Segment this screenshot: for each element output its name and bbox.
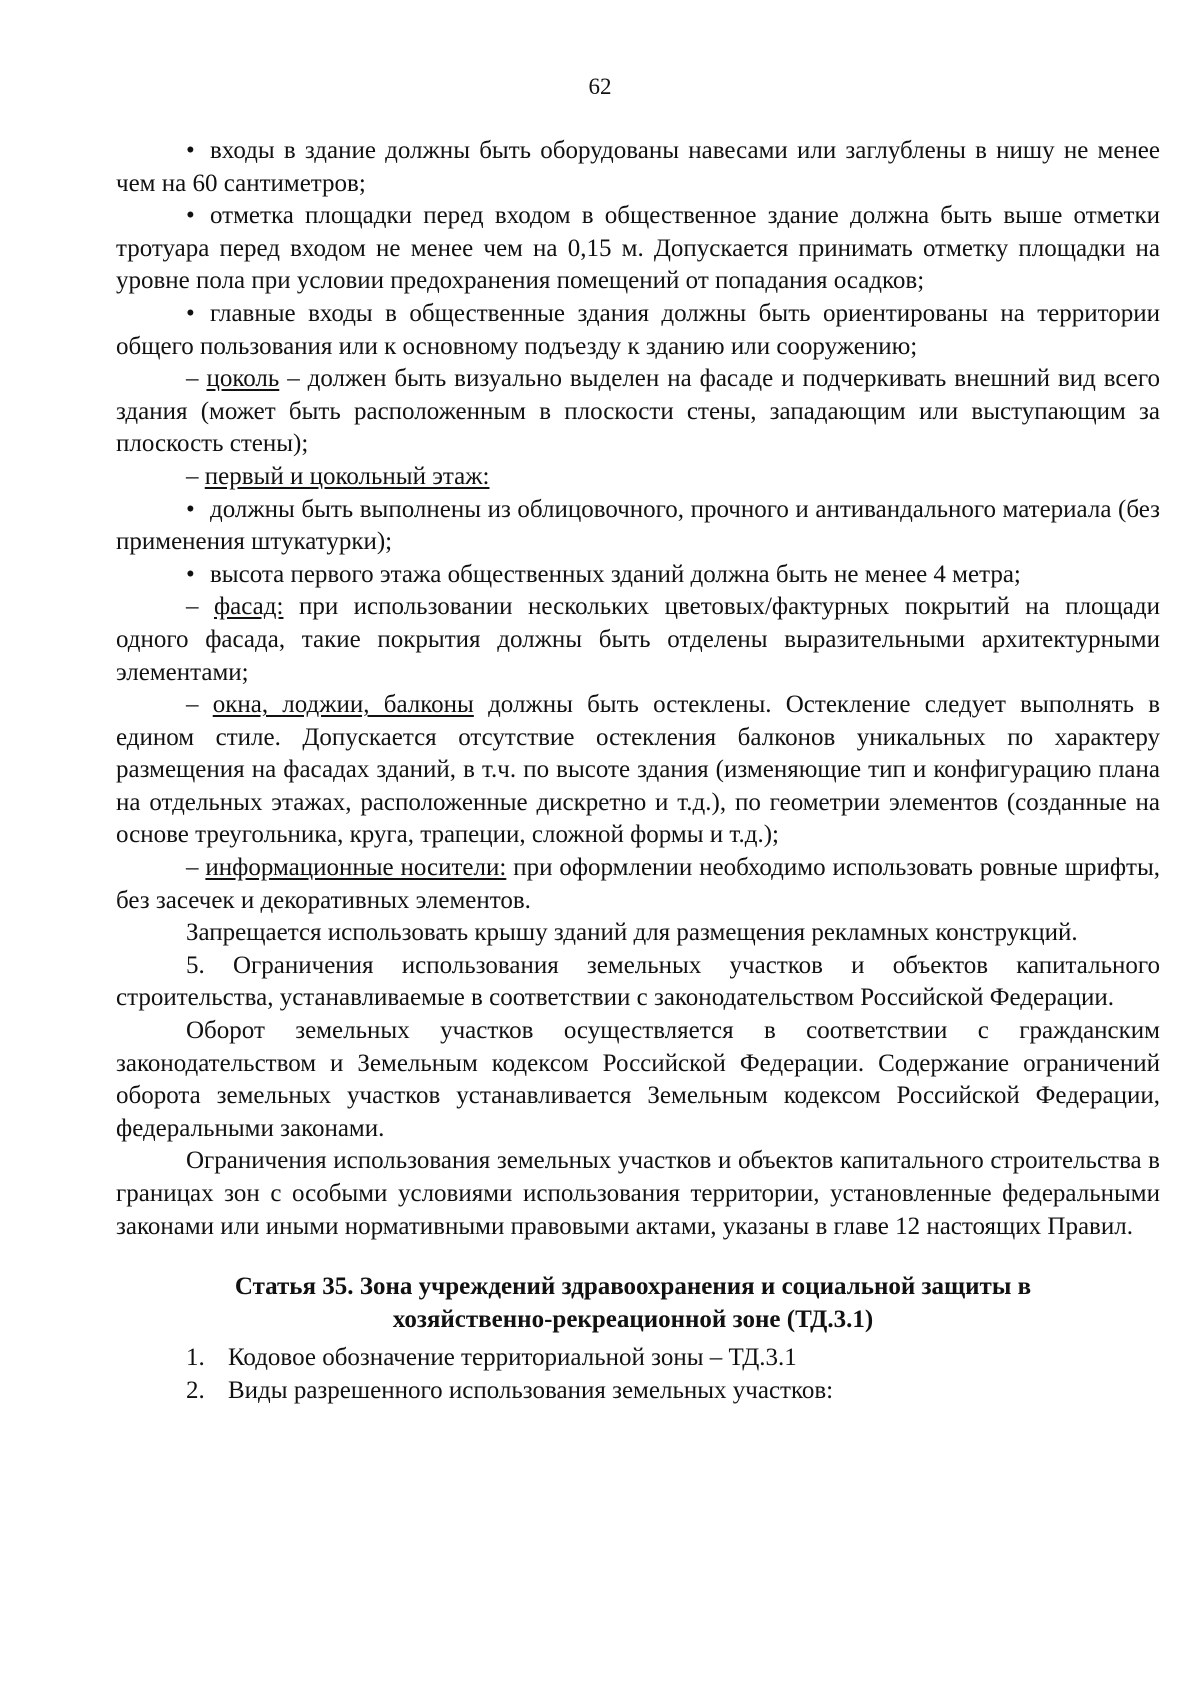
dash-paragraph: – фасад: при использовании нескольких цветовых/фактурных покрытий на площади одного фасада, такие покрытия должны быть отделены выразительными архитектурными элементами; [116, 593, 1160, 686]
underlined-term: окна, лоджии, балконы [212, 691, 474, 719]
numbered-list [116, 1342, 1160, 1407]
dash-mark: – [287, 365, 300, 393]
bullet-icon: • [186, 299, 195, 327]
underlined-term: цоколь [206, 365, 280, 393]
underlined-term: фасад: [213, 593, 284, 621]
list-item [116, 1375, 1160, 1408]
list-number: 2. [186, 1376, 205, 1404]
list-text: Виды разрешенного использования земельных участков: [228, 1376, 834, 1404]
page-number: 62 [588, 74, 612, 99]
bullet-paragraph: • входы в здание должны быть оборудованы навесами или заглублены в нишу не менее чем на 60 сантиметров; [116, 137, 1160, 197]
underlined-term: первый и цокольный этаж: [204, 462, 490, 490]
bullet-icon: • [186, 137, 195, 164]
bullet-paragraph: • главные входы в общественные здания должны быть ориентированы на территории общего пользования или к основному подъезду к зданию или сооружению; [116, 299, 1160, 360]
article-heading-line: Статья 35. Зона учреждений здравоохранения и социальной защиты в [234, 1273, 1032, 1301]
underlined-term: информационные носители: [205, 854, 507, 882]
list-number: 1. [186, 1344, 205, 1372]
dash-mark: – [186, 365, 199, 393]
body-paragraph: Запрещается использовать крышу зданий для размещения рекламных конструкций. [186, 919, 1078, 947]
dash-paragraph: – окна, лоджии, балконы должны быть остеклены. Остекление следует выполнять в едином стиле. Допускается отсутствие остекления балконов уникальных по характеру размещения на фасадах зданий, в т.ч. по высоте здания (изменяющие тип и конфигурацию плана на отдельных этажах, расположенные дискретно и т.д.), по геометрии элементов (созданные на основе треугольника, круга, трапеции, сложной формы и т.д.); [116, 691, 1161, 849]
dash-mark: – [186, 462, 199, 490]
dash-paragraph [116, 461, 1160, 494]
dash-paragraph: – информационные носители: при оформлении необходимо использовать ровные шрифты, без засечек и декоративных элементов. [116, 854, 1160, 914]
bullet-icon: • [186, 202, 195, 230]
list-item [116, 1342, 1160, 1375]
article-heading-line: хозяйственно-рекреационной зоне (ТД.3.1) [392, 1305, 874, 1333]
dash-mark: – [186, 691, 199, 719]
article-heading [146, 1271, 1120, 1336]
bullet-paragraph: • должны быть выполнены из облицовочного, прочного и антивандального материала (без применения штукатурки); [116, 495, 1160, 556]
dash-mark: – [186, 854, 199, 882]
bullet-icon: • [186, 560, 195, 588]
dash-mark: – [186, 593, 199, 621]
bullet-paragraph: • высота первого этажа общественных зданий должна быть не менее 4 метра; [116, 559, 1160, 592]
body-paragraph: Ограничения использования земельных участков и объектов капитального строительства в границах зон с особыми условиями использования территории, установленные федеральными законами или иными нормативными правовыми актами, указаны в главе 12 настоящих Правил. [116, 1147, 1160, 1240]
dash-paragraph: – цоколь – должен быть визуально выделен на фасаде и подчеркивать внешний вид всего здания (может быть расположенным в плоскости стены, западающим или выступающим за плоскость стены); [116, 365, 1161, 458]
body-paragraph: 5. Ограничения использования земельных участков и объектов капитального строительства, устанавливаемые в соответствии с законодательством Российской Федерации. [116, 951, 1160, 1012]
bullet-icon: • [186, 495, 195, 523]
body-paragraph: Оборот земельных участков осуществляется в соответствии с гражданским законодательством и Земельным кодексом Российской Федерации. Содержание ограничений оборота земельных участков устанавливается Земельным кодексом Российской Федерации, федеральными законами. [116, 1017, 1160, 1142]
bullet-paragraph: • отметка площадки перед входом в общественное здание должна быть выше отметки тротуара перед входом не менее чем на 0,15 м. Допускается принимать отметку площадки на уровне пола при условии предохранения помещений от попадания осадков; [116, 202, 1160, 295]
list-text: Кодовое обозначение территориальной зоны – ТД.3.1 [228, 1344, 797, 1372]
